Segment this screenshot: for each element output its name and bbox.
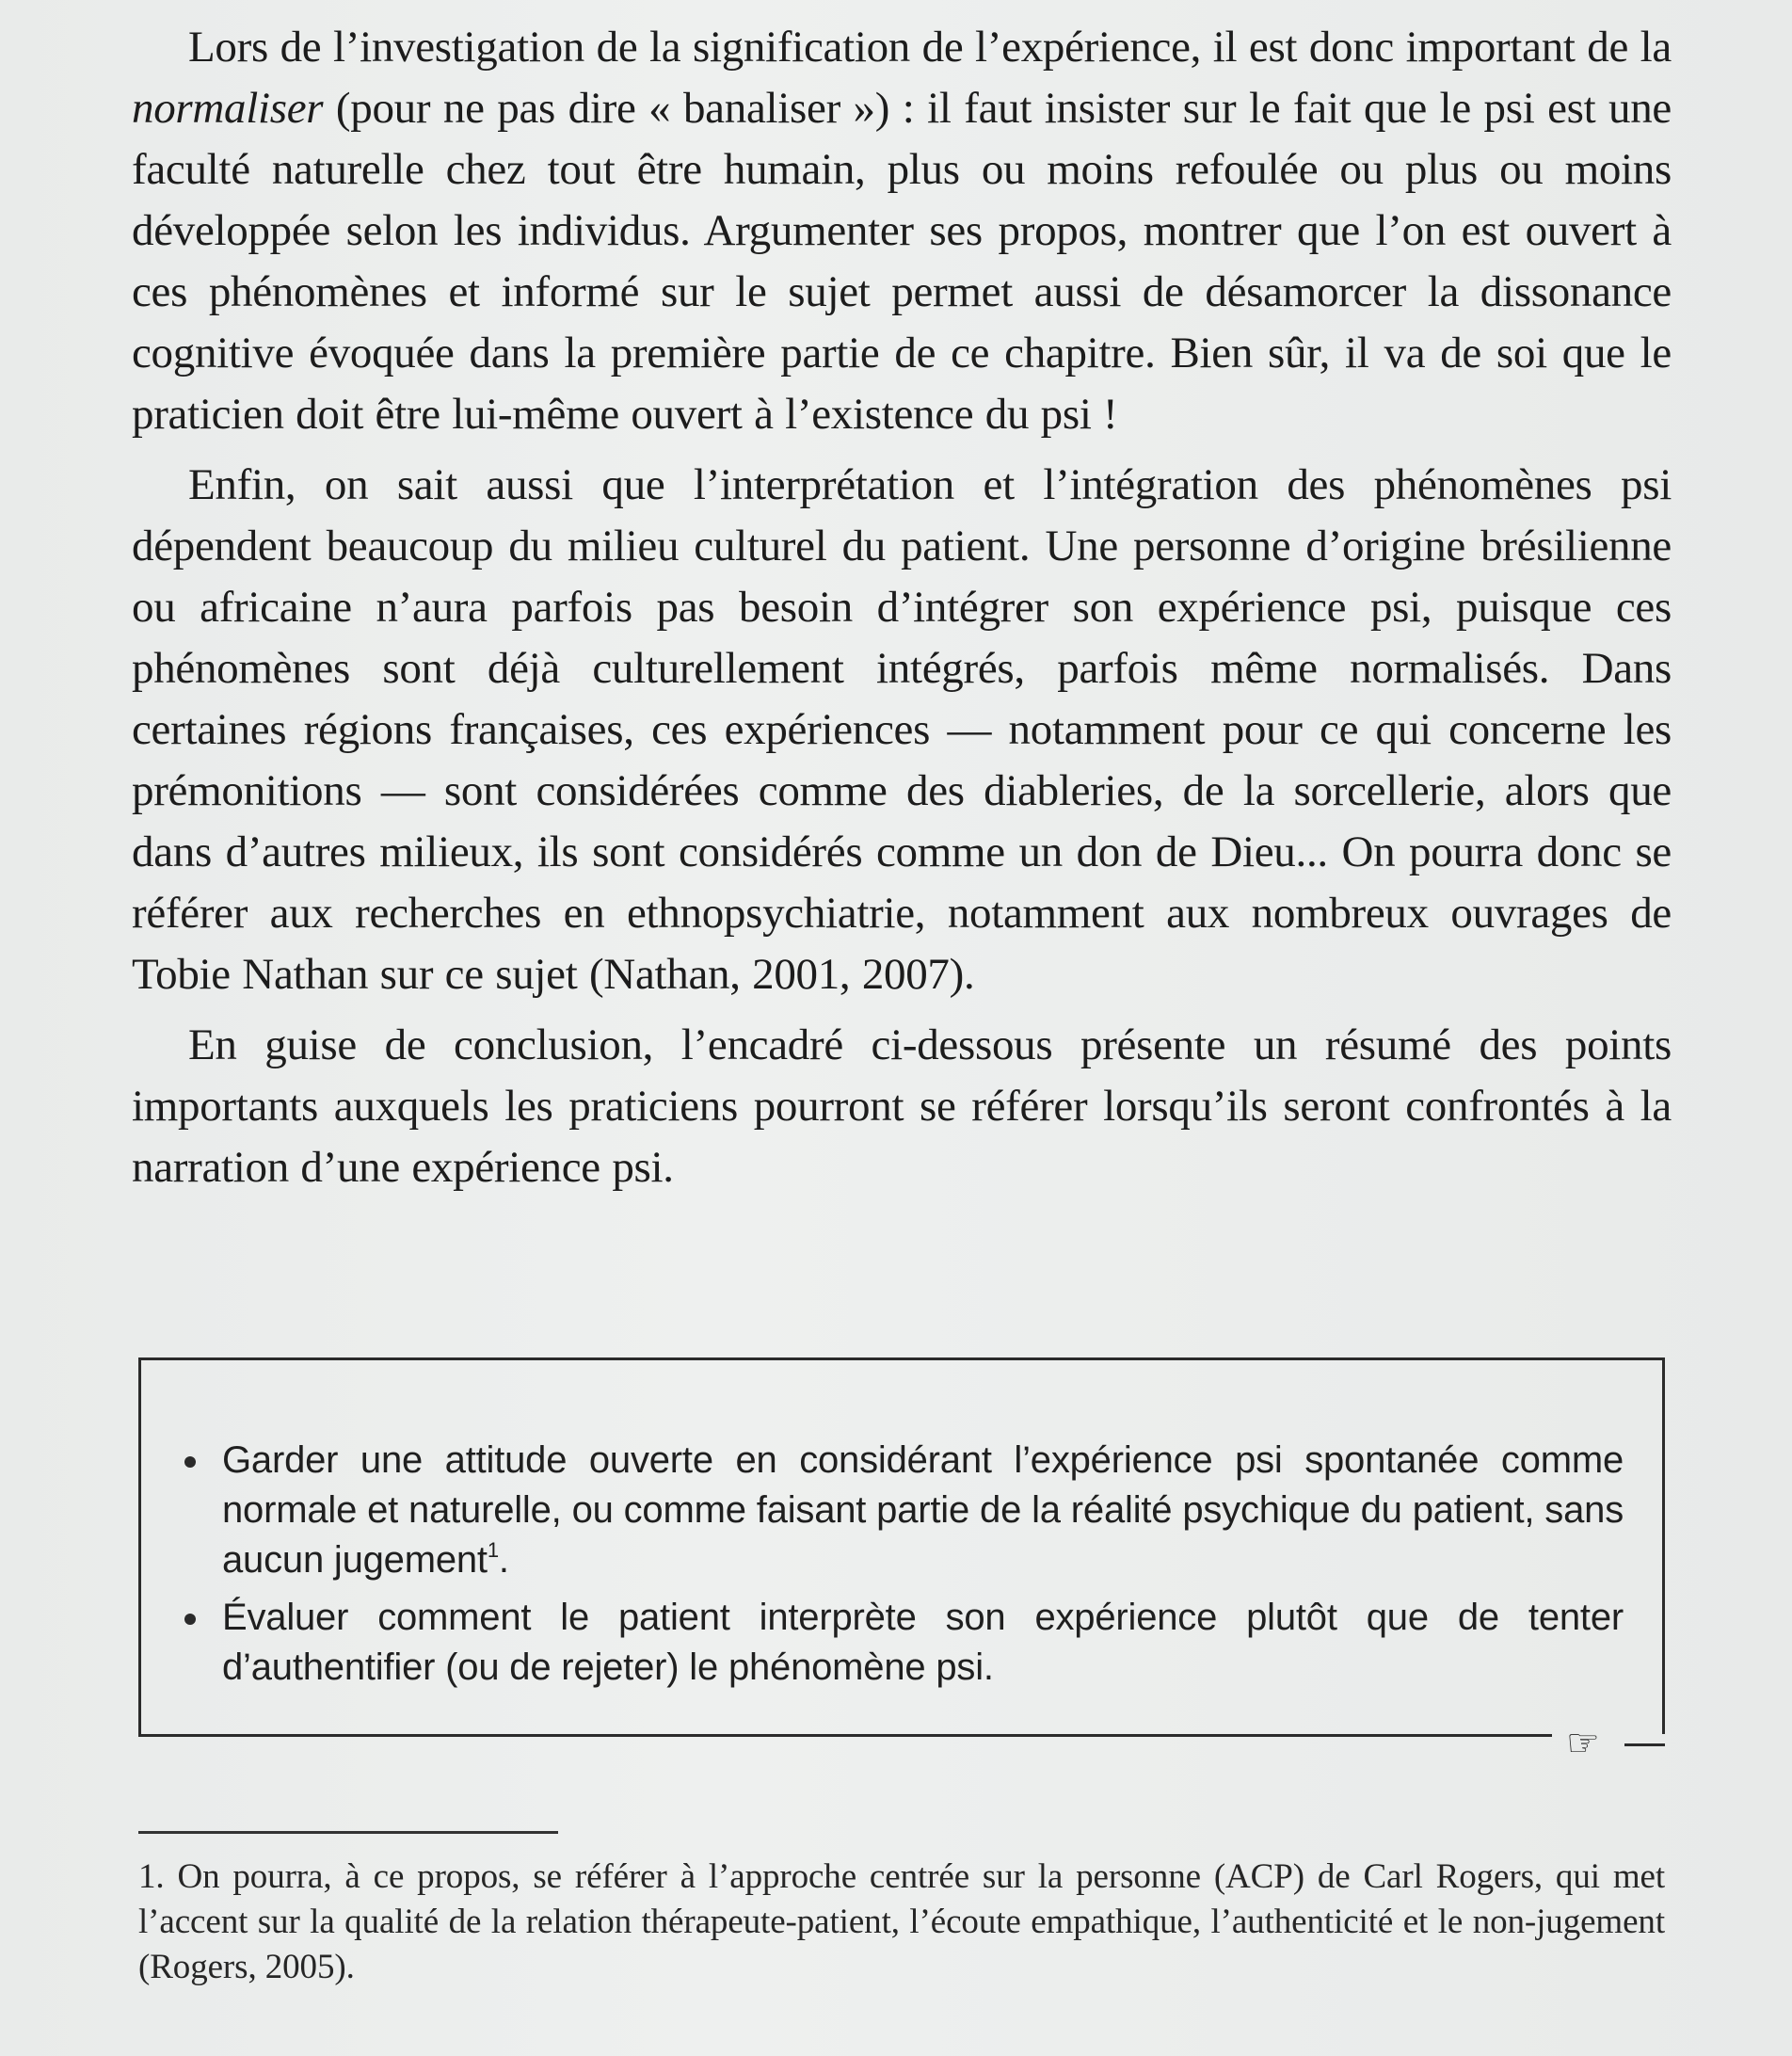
bullet-icon [184,1614,196,1625]
footnote-number: 1. [138,1857,165,1896]
footnote-text: On pourra, à ce propos, se référer à l’approche centrée sur la personne (ACP) de Carl Rogers, qui met l’accent sur la qualité de la relation thérapeute-patient, l’écoute empathique, l’authenticité et le non-jugement (Rogers, 2005). [138,1857,1665,1986]
summary-list [179,1436,1624,1700]
italic-emphasis: normaliser [132,84,324,133]
paragraph-1-start: Lors de l’investigation de la signification de l’expérience, il est donc important de la [188,23,1672,72]
bullet-icon [184,1456,196,1468]
summary-box-bottom-border-right [1624,1743,1665,1746]
footnote-divider [138,1831,558,1834]
paragraph-1-end: (pour ne pas dire « banaliser ») : il faut insister sur le fait que le psi est une faculté naturelle chez tout être humain, plus ou moins refoulée ou plus ou moins développée selon les individus. Argumenter ses propos, montrer que l’on est ouvert à ces phénomènes et informé sur le sujet permet aussi de désamorcer la dissonance cognitive évoquée dans la première partie de ce chapitre. Bien sûr, il va de soi que le praticien doit être lui-même ouvert à l’existence du psi ! [132,84,1672,439]
paragraph-3: En guise de conclusion, l’encadré ci-dessous présente un résumé des points importants auxquels les praticiens pourront se référer lorsqu’ils seront confrontés à la narration d’une expérience psi. [132,1020,1672,1192]
footnote-reference[interactable]: 1 [487,1538,499,1562]
footnote [138,1855,1665,1990]
summary-item-suffix: . [498,1539,509,1581]
summary-box-bottom-border [138,1734,1552,1737]
summary-item-text: Garder une attitude ouverte en considérant l’expérience psi spontanée comme normale et naturelle, ou comme faisant partie de la réalité psychique du patient, sans aucun jugement [222,1439,1624,1581]
summary-item-text: Évaluer comment le patient interprète son expérience plutôt que de tenter d’authentifier (ou de rejeter) le phénomène psi. [222,1597,1624,1688]
summary-item [179,1593,1624,1693]
paragraph-2: Enfin, on sait aussi que l’interprétation et l’intégration des phénomènes psi dépendent beaucoup du milieu culturel du patient. Une personne d’origine brésilienne ou africaine n’aura parfois pas besoin d’intégrer son expérience psi, puisque ces phénomènes sont déjà culturellement intégrés, parfois même normalisés. Dans certaines régions françaises, ces expériences — notamment pour ce qui concerne les prémonitions — sont considérées comme des diableries, de la sorcellerie, alors que dans d’autres milieux, ils sont considérés comme un don de Dieu... On pourra donc se référer aux recherches en ethnopsychiatrie, notamment aux nombreux ouvrages de Tobie Nathan sur ce sujet (Nathan, 2001, 2007). [132,460,1672,999]
paragraph-1 [132,17,1672,445]
pointing-hand-icon: ☞ [1566,1722,1600,1765]
summary-item [179,1436,1624,1585]
body-text [132,17,1672,1208]
